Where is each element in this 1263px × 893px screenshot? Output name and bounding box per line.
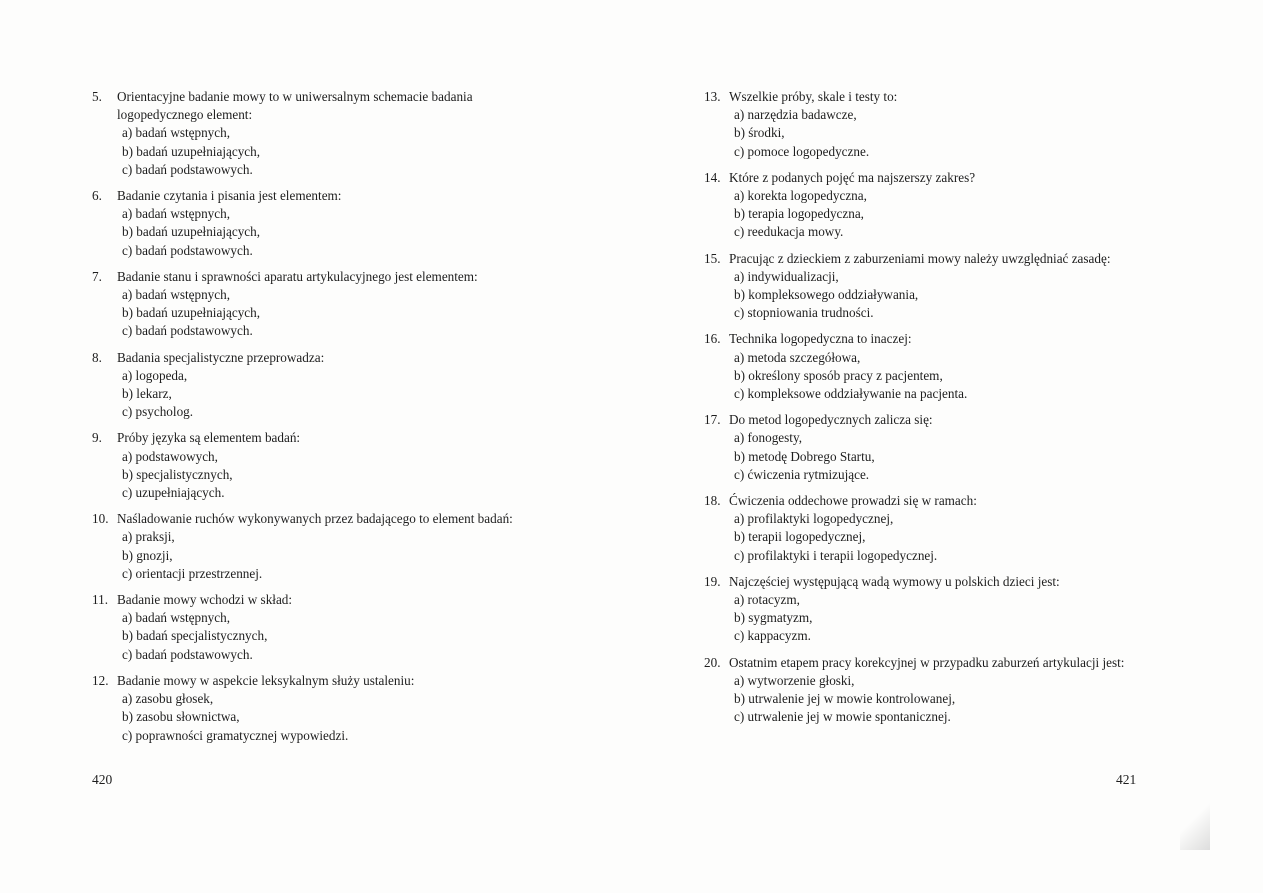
answer-option: c) poprawności gramatycznej wypowiedzi. [122,727,349,743]
answer-option: c) reedukacja mowy. [734,224,844,240]
answer-option: a) praksji, [122,529,175,545]
question-number: 11. [92,592,108,608]
answer-option: b) terapii logopedycznej, [734,529,866,545]
question-item [704,654,1154,727]
question-header [704,573,1154,591]
page-number-right: 421 [1116,772,1137,787]
answer-option: b) badań specjalistycznych, [122,628,268,644]
answer-option: a) indywidualizacji, [734,268,839,284]
answer-options [704,187,1154,242]
answer-option: b) określony sposób pracy z pacjentem, [734,367,943,383]
question-number: 18. [704,493,721,509]
question-number: 5. [92,89,102,104]
question-text: Orientacyjne badanie mowy to w uniwersalnym schemacie badania logopedycznego element: [117,89,473,123]
answer-option: b) badań uzupełniających, [122,224,261,240]
question-item [704,250,1154,323]
question-header [92,510,542,528]
answer-option: c) stopniowania trudności. [734,305,874,321]
question-item [92,349,542,422]
answer-option: a) metoda szczegółowa, [734,349,861,365]
question-item [92,591,542,664]
answer-option: c) kompleksowe oddziaływanie na pacjenta. [734,386,968,402]
question-text: Badanie czytania i pisania jest elementem: [117,188,342,204]
answer-options [92,286,542,341]
answer-option: c) pomoce logopedyczne. [734,143,870,159]
answer-options [704,349,1154,404]
right-page [704,88,1154,735]
question-item [704,492,1154,565]
question-header [92,591,542,609]
question-number: 8. [92,349,102,365]
answer-options [92,609,542,664]
answer-option: c) ćwiczenia rytmizujące. [734,466,870,482]
answer-option: c) orientacji przestrzennej. [122,565,263,581]
answer-option: a) badań wstępnych, [122,287,231,303]
question-item [704,330,1154,403]
question-item [92,88,542,179]
answer-options [704,510,1154,565]
answer-option: b) badań uzupełniających, [122,305,261,321]
question-text: Badania specjalistyczne przeprowadza: [117,349,325,365]
question-header [92,349,542,367]
answer-option: a) logopeda, [122,367,188,383]
answer-options [92,205,542,260]
question-header [704,330,1154,348]
answer-options [92,690,542,745]
answer-option: c) badań podstawowych. [122,646,253,662]
answer-options [92,528,542,583]
answer-options [704,672,1154,727]
question-item [92,429,542,502]
answer-option: a) fonogesty, [734,430,802,446]
answer-option: a) narzędzia badawcze, [734,107,857,123]
question-item [704,573,1154,646]
answer-option: a) zasobu głosek, [122,691,214,707]
question-header [92,672,542,690]
answer-option: c) uzupełniających. [122,485,225,501]
answer-option: b) lekarz, [122,386,172,402]
question-text: Ćwiczenia oddechowe prowadzi się w ramach: [729,493,977,509]
question-text: Wszelkie próby, skale i testy to: [729,89,898,104]
question-header [704,654,1154,672]
answer-option: a) badań wstępnych, [122,610,231,626]
answer-option: a) profilaktyki logopedycznej, [734,511,894,527]
answer-option: a) rotacyzm, [734,592,800,608]
answer-option: c) profilaktyki i terapii logopedycznej. [734,547,938,563]
question-number: 20. [704,654,721,670]
answer-option: a) wytworzenie głoski, [734,672,855,688]
answer-option: c) kappacyzm. [734,628,811,644]
question-text: Próby języka są elementem badań: [117,430,301,446]
page-corner-shadow [1180,800,1210,850]
answer-options [704,591,1154,646]
answer-options [704,268,1154,323]
answer-option: a) korekta logopedyczna, [734,188,867,204]
question-text: Które z podanych pojęć ma najszerszy zakres? [729,169,976,185]
question-number: 6. [92,188,102,204]
answer-option: a) podstawowych, [122,448,218,464]
answer-option: c) badań podstawowych. [122,161,253,177]
answer-options [92,367,542,422]
answer-option: b) gnozji, [122,547,173,563]
question-item [92,510,542,583]
answer-option: c) utrwalenie jej w mowie spontanicznej. [734,709,951,725]
question-text: Badanie mowy w aspekcie leksykalnym służy ustaleniu: [117,672,415,688]
question-number: 16. [704,331,721,347]
question-header [92,88,542,124]
answer-option: b) kompleksowego oddziaływania, [734,287,919,303]
question-text: Technika logopedyczna to inaczej: [729,331,912,347]
question-header [704,250,1154,268]
answer-option: b) badań uzupełniających, [122,143,261,159]
question-item [92,672,542,745]
question-text: Pracując z dzieckiem z zaburzeniami mowy należy uwzględniać zasadę: [729,250,1111,266]
question-header [704,492,1154,510]
question-number: 15. [704,250,721,266]
question-number: 12. [92,672,109,688]
question-text: Badanie stanu i sprawności aparatu artykulacyjnego jest elementem: [117,268,478,284]
question-item [704,169,1154,242]
question-number: 13. [704,89,721,104]
answer-option: c) badań podstawowych. [122,323,253,339]
answer-option: c) psycholog. [122,404,194,420]
answer-options [704,106,1154,161]
answer-option: b) sygmatyzm, [734,610,813,626]
question-item [92,187,542,260]
left-page [92,88,542,753]
answer-options [704,429,1154,484]
question-header [92,187,542,205]
question-header [92,268,542,286]
question-number: 17. [704,412,721,428]
question-item [704,88,1154,161]
question-item [92,268,542,341]
question-number: 14. [704,169,721,185]
question-header [704,88,1154,106]
question-item [704,411,1154,484]
answer-option: b) zasobu słownictwa, [122,709,240,725]
page-number-left: 420 [92,772,113,787]
question-number: 10. [92,511,109,527]
question-text: Najczęściej występującą wadą wymowy u polskich dzieci jest: [729,573,1060,589]
answer-option: b) specjalistycznych, [122,466,233,482]
question-number: 9. [92,430,102,446]
answer-option: b) terapia logopedyczna, [734,206,864,222]
question-number: 19. [704,573,721,589]
question-header [92,429,542,447]
question-text: Badanie mowy wchodzi w skład: [117,592,293,608]
question-number: 7. [92,268,102,284]
answer-option: a) badań wstępnych, [122,125,231,141]
answer-option: c) badań podstawowych. [122,242,253,258]
question-text: Do metod logopedycznych zalicza się: [729,412,933,428]
question-header [704,411,1154,429]
answer-options [92,124,542,179]
answer-option: b) metodę Dobrego Startu, [734,448,875,464]
answer-option: b) utrwalenie jej w mowie kontrolowanej, [734,691,956,707]
answer-option: b) środki, [734,125,785,141]
question-header [704,169,1154,187]
question-text: Naśladowanie ruchów wykonywanych przez badającego to element badań: [117,511,513,527]
answer-options [92,448,542,503]
answer-option: a) badań wstępnych, [122,206,231,222]
question-text: Ostatnim etapem pracy korekcyjnej w przypadku zaburzeń artykulacji jest: [729,654,1125,670]
